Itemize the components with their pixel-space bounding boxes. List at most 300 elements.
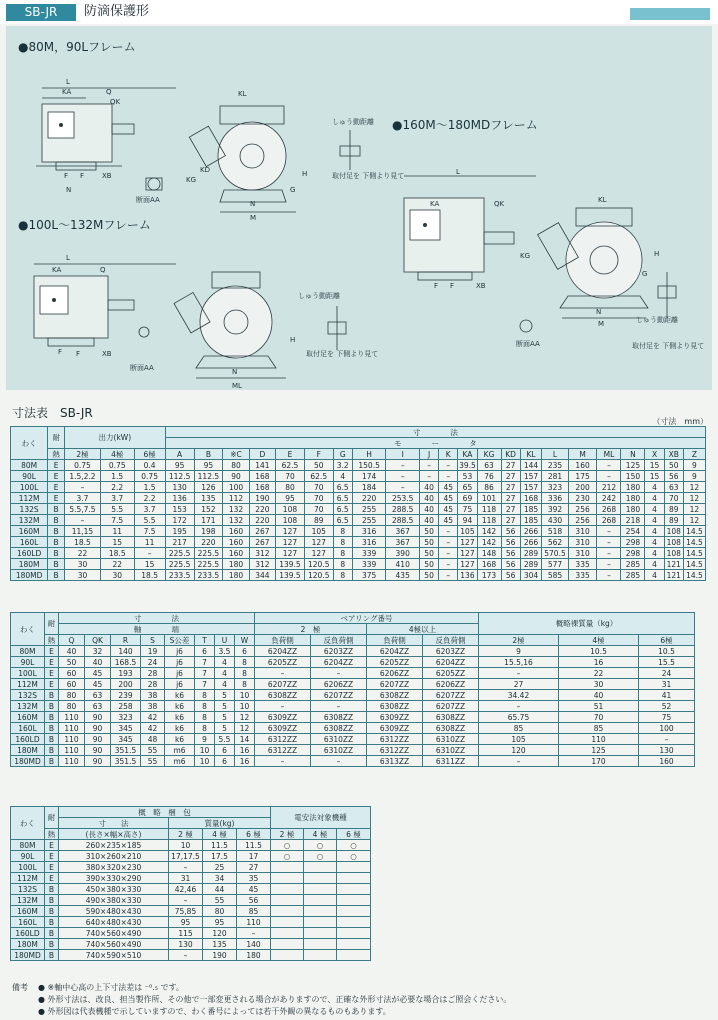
table-cell: – [64,482,100,493]
table-cell: 233.5 [165,570,194,581]
table-cell: 70 [559,712,639,723]
table-cell: 70 [664,493,683,504]
column-header: 負荷側 [367,635,423,646]
table-cell: 740×590×510 [59,950,169,961]
foot-note-1: 取付足を 下側より見て [332,172,405,180]
table-cell: 6206ZZ [423,679,479,690]
table-cell: – [479,701,559,712]
table-cell: 100 [639,723,695,734]
table-cell: j6 [165,679,195,690]
safety-mark [304,862,337,873]
table-cell: 10 [169,840,203,851]
heat-header-2: 熱 [48,449,65,460]
table-cell: 120.5 [304,559,333,570]
table-cell: 27 [501,504,520,515]
table-cell: 4 [645,504,664,515]
table-cell: 15 [100,537,134,548]
table-cell: 110 [59,712,85,723]
table-cell: 173 [477,570,501,581]
table-cell: 220 [249,515,275,526]
table-cell: 40 [59,646,85,657]
table-cell: 80 [223,460,249,471]
table-cell: 11.5 [237,840,271,851]
table-cell: 268 [597,515,621,526]
column-header: K [439,449,458,460]
table-cell: 1.5,2.2 [64,471,100,482]
table-cell: 8 [195,701,215,712]
table-cell: 6204ZZ [255,646,311,657]
table-row [11,906,371,917]
table-cell: 40 [559,690,639,701]
table-cell: 285 [621,570,645,581]
table-cell: 90 [85,723,111,734]
table-cell: 75 [458,504,477,515]
frame-header: わく [11,427,48,460]
table-row [11,679,695,690]
table-cell: 5.5 [134,515,165,526]
table-cell: 34.42 [479,690,559,701]
table-row [11,917,371,928]
table-cell: 0.75 [100,460,134,471]
table-cell: – [311,701,367,712]
table-cell: 4 [645,493,664,504]
table-row [11,873,371,884]
table-row [11,471,706,482]
heat-class: B [48,515,65,526]
bearing-4pole-header: 4極以上 [367,624,479,635]
table-cell: 180 [237,950,271,961]
table-cell: 80 [276,482,305,493]
safety-mark [271,873,304,884]
table-cell: 17 [237,851,271,862]
table-cell: – [597,526,621,537]
frame-number: 180MD [11,570,48,581]
svg-text:H: H [302,170,308,178]
table-cell: 127 [458,537,477,548]
output-header: 出力(kW) [64,427,165,449]
table-cell: 15.5 [639,657,695,668]
table-cell: 27 [501,482,520,493]
table-cell: 6 [195,646,215,657]
table-cell: 3.7 [134,504,165,515]
safety-header: 電安法対象機種 [271,807,371,829]
table-cell: 121 [664,559,683,570]
table-cell: 6309ZZ [367,712,423,723]
safety-6pole-header: 6 極 [337,829,371,840]
outline-drawings [6,26,712,390]
table-cell: 90 [85,712,111,723]
frame-number: 160L [11,723,45,734]
foot-note-2: 取付足を 下側より見て [306,350,379,358]
table-cell: 8 [235,668,255,679]
frame-number: 160LD [11,734,45,745]
frame-number: 80M [11,840,45,851]
table-cell: 100 [223,482,249,493]
table-cell: 105 [304,526,333,537]
svg-text:N: N [232,368,238,376]
note-line: ● ※軸中心高の上下寸法差は ⁻⁰.₅ です。 [38,983,184,992]
pack-dims-header: 寸 法 [59,818,169,829]
table-cell: 27 [501,515,520,526]
table-cell: 351.5 [111,745,141,756]
table-cell: 32 [85,646,111,657]
table-cell: 136 [165,493,194,504]
table-cell: 139.5 [276,570,305,581]
table-row [11,895,371,906]
table-cell: – [597,460,621,471]
table-cell: 6308ZZ [367,690,423,701]
frame-number: 112M [11,873,45,884]
table-cell: 62.5 [304,471,333,482]
svg-text:G: G [642,270,648,278]
table-cell: 235 [542,460,568,471]
table-cell: 142 [477,526,501,537]
svg-text:F: F [434,282,439,290]
table-cell: 118 [477,504,501,515]
svg-text:F: F [76,350,81,358]
table-cell: 7.5 [100,515,134,526]
table-cell: 345 [111,734,141,745]
table-row [11,657,695,668]
table-cell: 180 [621,504,645,515]
safety-mark [271,928,304,939]
safety-mark [304,873,337,884]
table-cell: 108 [664,526,683,537]
table-cell: 75,85 [169,906,203,917]
table-cell: 7 [195,668,215,679]
table-row [11,734,695,745]
table-cell: 233.5 [194,570,223,581]
table-cell: 392 [542,504,568,515]
table-cell: 144 [520,460,542,471]
table-cell: 6310ZZ [423,734,479,745]
table-cell: 585 [542,570,568,581]
table-cell: 6205ZZ [367,657,423,668]
safety-mark: ○ [304,851,337,862]
table-cell: 6311ZZ [423,756,479,767]
table-cell: 127 [276,548,305,559]
table-cell: 6207ZZ [367,679,423,690]
table-cell: 157 [520,482,542,493]
shaft-note-1: しゅう動距離 [332,118,374,126]
table-cell: 570.5 [542,548,568,559]
table-cell: 14.5 [683,548,705,559]
table-cell: 220 [194,537,223,548]
table-cell: 323 [542,482,568,493]
table-cell: 42 [141,712,165,723]
table-cell: 7.5 [134,526,165,537]
table-cell: 4 [645,559,664,570]
table-cell: 7 [195,679,215,690]
heat-class: E [45,873,59,884]
header-accent-bar [630,8,710,20]
table-cell: 50 [419,548,438,559]
table-cell: 450×380×330 [59,884,169,895]
table-cell: 390×330×290 [59,873,169,884]
table-cell: 260×235×185 [59,840,169,851]
svg-text:L: L [66,254,70,262]
frame-number: 80M [11,460,48,471]
table-cell: 40 [85,657,111,668]
table-cell: 5.5 [215,734,235,745]
frame-number: 80M [11,646,45,657]
table-cell: 120 [479,745,559,756]
safety-mark: ○ [337,851,371,862]
table-cell: 168 [477,559,501,570]
table-row [11,504,706,515]
table-cell: 110 [559,734,639,745]
dims-header: 寸 法 [165,427,705,438]
table-cell: 27 [501,460,520,471]
table-row [11,756,695,767]
table-cell: 76 [477,471,501,482]
svg-text:M: M [598,320,605,328]
table-cell: 3.7 [100,493,134,504]
column-header: QK [85,635,111,646]
table-cell: 6312ZZ [255,734,311,745]
column-header: T [195,635,215,646]
svg-text:XB: XB [476,282,486,290]
table-cell: 95 [194,460,223,471]
column-header: N [621,449,645,460]
table-cell: 3.5 [215,646,235,657]
heat-class: B [45,723,59,734]
table-cell: 10.5 [559,646,639,657]
table-cell: 50 [419,537,438,548]
table-cell: 70 [276,471,305,482]
table-cell: 198 [194,526,223,537]
dims-header: 寸 法 [59,613,255,624]
frame-160m-180md-title: ●160M～180MDフレーム [392,118,538,132]
table-cell: 14.5 [683,559,705,570]
table-cell: 17.5 [203,851,237,862]
table-cell: 316 [352,537,386,548]
heat-header: 耐 [45,613,59,635]
table-cell: 8 [333,548,352,559]
table-cell: 8 [195,723,215,734]
table-cell: 22 [64,548,100,559]
table-cell: 22 [100,559,134,570]
table-cell: 6310ZZ [311,734,367,745]
table-cell: 17,17.5 [169,851,203,862]
table-cell: 9 [683,460,705,471]
heat-class: B [48,537,65,548]
section-note-3: 断面AA [516,340,540,348]
table-cell: 25 [203,862,237,873]
table-cell: 132 [223,515,249,526]
table-cell: 150.5 [352,460,386,471]
table-cell: – [419,471,438,482]
table-cell: 336 [542,493,568,504]
table-cell: 40 [419,515,438,526]
table-cell: 141 [249,460,275,471]
table-cell: 30 [64,570,100,581]
table-cell: 239 [111,690,141,701]
table-cell: 127 [458,559,477,570]
table-cell: 95 [276,493,305,504]
frame-80m-90l-title: ●80M，90Lフレーム [18,40,136,54]
table-cell: 40 [419,493,438,504]
table-cell: 7 [195,657,215,668]
table-cell: 0.75 [134,471,165,482]
table-cell: 85 [237,906,271,917]
table-cell: 115 [169,928,203,939]
table-cell: 339 [352,548,386,559]
heat-class: E [48,493,65,504]
safety-mark [304,917,337,928]
table-cell: 127 [304,548,333,559]
heat-class: B [48,504,65,515]
heat-class: E [45,679,59,690]
table-cell: 63 [85,701,111,712]
table-cell: 140 [111,646,141,657]
safety-mark: ○ [337,840,371,851]
table-cell: – [419,460,438,471]
table-row [11,712,695,723]
series-tag: SB-JR [6,4,76,21]
table-cell: 136 [458,570,477,581]
table-row [11,884,371,895]
table-cell: 6206ZZ [367,668,423,679]
heat-class: B [45,756,59,767]
column-header: D [249,449,275,460]
table-cell: 139.5 [276,559,305,570]
table-cell: 225.5 [194,559,223,570]
table-cell: 8 [333,537,352,548]
safety-mark [337,939,371,950]
heat-class: B [45,950,59,961]
table-cell: 60 [59,668,85,679]
table-row [11,851,371,862]
safety-mark: ○ [304,840,337,851]
table-cell: 108 [664,548,683,559]
table-cell: 266 [520,526,542,537]
table-cell: 110 [59,734,85,745]
heat-class: B [45,917,59,928]
table-cell: 6207ZZ [423,690,479,701]
table-cell: 16 [235,756,255,767]
table-cell: 53 [458,471,477,482]
table-cell: 55 [141,756,165,767]
svg-text:F: F [58,348,63,356]
table-cell: 101 [477,493,501,504]
heat-class: E [45,862,59,873]
mass-header: 質量(kg) [169,818,271,829]
frame-number: 180MD [11,756,45,767]
table-cell: 5.5,7.5 [64,504,100,515]
mass-2pole-header: 2 極 [169,829,203,840]
table-cell: 193 [111,668,141,679]
heat-class: E [48,460,65,471]
table-cell: m6 [165,745,195,756]
svg-text:L: L [456,168,460,176]
table-cell: 740×560×490 [59,939,169,950]
table-cell: – [597,559,621,570]
safety-mark [304,939,337,950]
frame-100l-132m-title: ●100L～132Mフレーム [18,218,151,232]
table-cell: 45 [85,668,111,679]
table-cell: – [439,471,458,482]
heat-class: B [45,928,59,939]
table-cell: 6312ZZ [255,745,311,756]
table-cell: 562 [542,537,568,548]
safety-mark [337,928,371,939]
table-cell: 518 [542,526,568,537]
column-header: M [568,449,597,460]
safety-mark [337,906,371,917]
table-cell: 42 [141,723,165,734]
table-cell: 22 [559,668,639,679]
table-row [11,668,695,679]
table-cell: 4 [333,471,352,482]
frame-number: 90L [11,657,45,668]
safety-mark [271,884,304,895]
table-cell: 2.2 [134,493,165,504]
table-cell: – [386,482,420,493]
frame-number: 112M [11,493,48,504]
table-cell: 3.7 [64,493,100,504]
table-cell: 125 [621,460,645,471]
column-header: 4極 [100,449,134,460]
table-cell: 56 [237,895,271,906]
frame-number: 180M [11,939,45,950]
table-cell: 180 [621,482,645,493]
table-cell: 56 [501,570,520,581]
table-cell: 40 [419,482,438,493]
table-row [11,862,371,873]
table-cell: 242 [597,493,621,504]
shaft-note-3: しゅう動距離 [636,316,678,324]
table-cell: 220 [249,504,275,515]
table-cell: 56 [664,471,683,482]
frame-number: 160L [11,537,48,548]
table-cell: 180 [223,559,249,570]
table-cell: 62.5 [276,460,305,471]
table-cell: 6309ZZ [367,723,423,734]
table-cell: 6204ZZ [367,646,423,657]
table-row [11,745,695,756]
table-cell: k6 [165,690,195,701]
table-cell: 140 [237,939,271,950]
table-cell: 41 [639,690,695,701]
table-cell: 160 [568,460,597,471]
table-cell: 268 [597,504,621,515]
table-cell: 85 [559,723,639,734]
table-cell: 110 [237,917,271,928]
safety-mark [271,906,304,917]
heat-class: B [48,570,65,581]
table-cell: 11 [100,526,134,537]
table-cell: 42,46 [169,884,203,895]
svg-text:KL: KL [598,196,607,204]
table-cell: 267 [249,526,275,537]
table-cell: 4 [645,570,664,581]
table-cell: 172 [165,515,194,526]
table-cell: 0.4 [134,460,165,471]
svg-text:ML: ML [232,382,242,390]
table-cell: 160 [223,526,249,537]
table-cell: 160 [639,756,695,767]
packing-header: 概 略 梱 包 [59,807,271,818]
bearing-weight-table [10,612,695,767]
heat-class: B [45,745,59,756]
heat-class: E [48,482,65,493]
table-cell: 90 [85,756,111,767]
frame-number: 160M [11,712,45,723]
safety-mark [271,895,304,906]
table-cell: 6308ZZ [423,712,479,723]
table-cell: 9 [195,734,215,745]
